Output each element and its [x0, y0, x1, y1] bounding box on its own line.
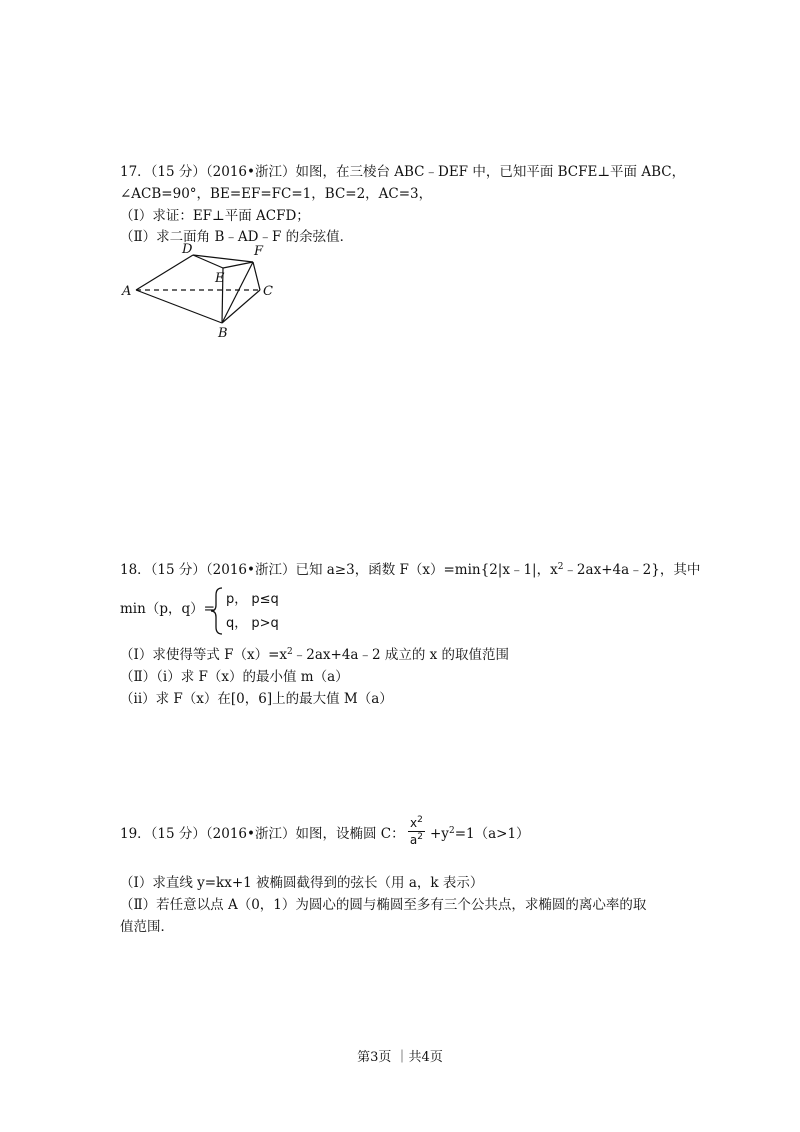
edge-fb — [222, 262, 253, 323]
min-case-2: q， p>q — [226, 616, 279, 631]
q18-line1: 18．（15 分）（2016•浙江）已知 a≥3，函数 F（x）=min{2|x﹣1|，$x^2﹣2ax+4a﹣2$}，其中 — [120, 562, 701, 578]
q19-part2-line2: 值范围． — [120, 919, 174, 935]
q19-line1-prefix: 19．（15 分）（2016•浙江）如图，设椭圆 C： — [120, 826, 405, 842]
fraction-numerator: $x^2$ — [410, 815, 423, 830]
min-label: min（p，q）= — [120, 601, 215, 617]
edge-fc — [253, 262, 260, 290]
q18-part1: （Ⅰ）求使得等式 $F(x)=x^2﹣2ax+4a﹣2$ 成立的 x 的取值范围 — [120, 647, 510, 663]
label-c: C — [263, 284, 273, 299]
q19-part1: （Ⅰ）求直线 y=kx+1 被椭圆截得到的弦长（用 a，k 表示） — [120, 875, 484, 891]
q17-line2: ∠ACB=90°，BE=EF=FC=1，BC=2，AC=3， — [120, 186, 433, 202]
min-case-1: p， p≤q — [226, 592, 279, 607]
fraction-denominator: $a^2$ — [409, 832, 423, 847]
edge-ef — [223, 262, 253, 268]
ellipse-fraction — [408, 815, 425, 848]
q19-line1-suffix: $+y^2=1(a>1)$ — [430, 826, 530, 842]
edge-bc — [222, 290, 260, 323]
label-f: F — [254, 244, 264, 259]
page-footer: 第3页 ｜共4页 — [357, 1050, 443, 1065]
frustum-diagram — [118, 240, 288, 340]
q17-part1: （Ⅰ）求证：EF⊥平面 ACFD； — [120, 208, 310, 224]
q19-part2-line1: （Ⅱ）若任意以点 A（0，1）为圆心的圆与椭圆至多有三个公共点，求椭圆的离心率的取 — [120, 897, 647, 913]
frustum-figure — [118, 240, 288, 340]
edge-ab — [136, 290, 222, 323]
label-b: B — [218, 326, 228, 340]
left-brace-icon — [210, 587, 224, 635]
q18-part2-i: （Ⅱ）（i）求 F（x）的最小值 m（a） — [120, 669, 349, 685]
label-a: A — [122, 284, 132, 299]
label-e: E — [215, 271, 225, 286]
q17-line1: 17．（15 分）（2016•浙江）如图，在三棱台 ABC﹣DEF 中，已知平面 BCFE⊥平面 ABC， — [120, 164, 686, 180]
label-d: D — [182, 242, 193, 257]
q18-part2-ii: （ii）求 F（x）在[0，6]上的最大值 M（a） — [120, 691, 393, 707]
edge-ad — [136, 255, 193, 290]
q17-part2: （Ⅱ）求二面角 B﹣AD﹣F 的余弦值． — [120, 229, 354, 245]
